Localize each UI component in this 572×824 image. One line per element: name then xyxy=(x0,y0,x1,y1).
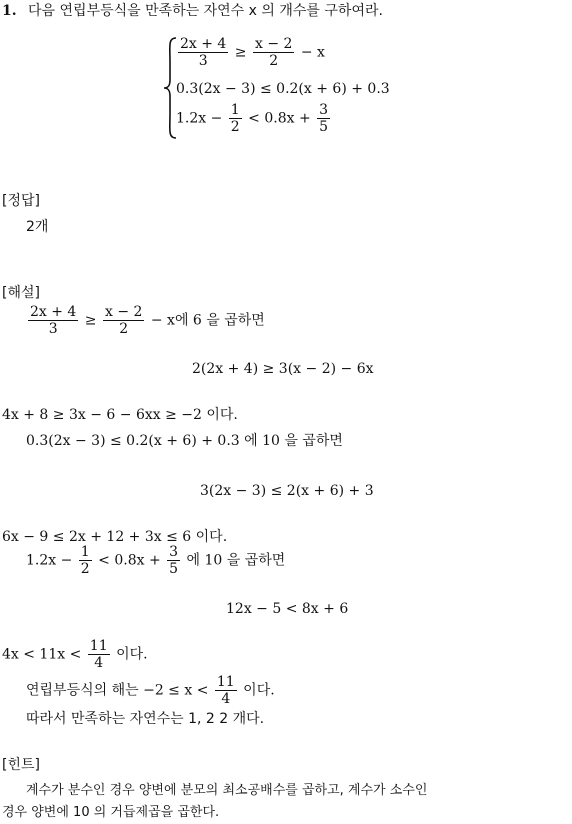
solution-step3-result: 4x < 11x < $\frac{11}{4}$ 이다. xyxy=(2,638,148,671)
fraction: $\frac{3}{5}$ xyxy=(169,544,179,577)
system-row-1: $\frac{2x + 4}{3}$ ≥ $\frac{x - 2}{2}$ − x xyxy=(180,36,325,69)
hint-line-1: 계수가 분수인 경우 양변에 분모의 최소공배수를 곱하고, 계수가 소수인 xyxy=(26,783,428,798)
solution-step1-equation: 2(2x + 4) ≥ 3(x − 2) − 6x xyxy=(192,361,374,377)
solution-step3-line: 1.2x − $\frac{1}{2}$ < 0.8x + $\frac{3}{5}$ 에 10 을 곱하면 xyxy=(26,544,286,577)
fraction: $\frac{x - 2}{2}$ xyxy=(104,304,143,337)
solution-range: 연립부등식의 해는 −2 ≤ x < $\frac{11}{4}$ 이다. xyxy=(26,674,275,707)
fraction: $\frac{2x + 4}{3}$ xyxy=(30,304,77,337)
hint-label: [힌트] xyxy=(2,757,40,773)
system-row-2: 0.3(2x − 3) ≤ 0.2(x + 6) + 0.3 xyxy=(176,81,390,97)
answer-value: 2개 xyxy=(26,219,49,235)
fraction: $\frac{1}{2}$ xyxy=(80,544,90,577)
solution-label: [해설] xyxy=(2,285,40,301)
fraction: $\frac{2x + 4}{3}$ xyxy=(180,36,227,69)
answer-label: [정답] xyxy=(2,193,40,209)
solution-step2-equation: 3(2x − 3) ≤ 2(x + 6) + 3 xyxy=(200,483,374,499)
solution-step2-result: 6x − 9 ≤ 2x + 12 + 3x ≤ 6 이다. xyxy=(2,529,228,545)
problem-number: 1. xyxy=(2,3,17,19)
hint-line-2: 경우 양변에 10 의 거듭제곱을 곱한다. xyxy=(2,805,220,820)
solution-step3-equation: 12x − 5 < 8x + 6 xyxy=(226,601,349,617)
system-row-3: 1.2x − $\frac{1}{2}$ < 0.8x + $\frac{3}{5}$ xyxy=(176,102,329,135)
fraction: $\frac{11}{4}$ xyxy=(216,674,235,707)
solution-conclusion: 따라서 만족하는 자연수는 1, 2 2 개다. xyxy=(26,711,265,727)
fraction: $\frac{x - 2}{2}$ xyxy=(254,36,293,69)
problem-text: 다음 연립부등식을 만족하는 자연수 x 의 개수를 구하여라. xyxy=(28,3,383,19)
solution-step1-line: $\frac{2x + 4}{3}$ ≥ $\frac{x - 2}{2}$ − x에 6 을 곱하면 xyxy=(30,304,265,337)
fraction: $\frac{1}{2}$ xyxy=(230,102,240,135)
fraction: $\frac{11}{4}$ xyxy=(89,638,108,671)
fraction: $\frac{3}{5}$ xyxy=(319,102,329,135)
solution-step1-result: 4x + 8 ≥ 3x − 6 − 6xx ≥ −2 이다. xyxy=(2,407,238,423)
solution-step2-line: 0.3(2x − 3) ≤ 0.2(x + 6) + 0.3 에 10 을 곱하면 xyxy=(26,433,343,449)
